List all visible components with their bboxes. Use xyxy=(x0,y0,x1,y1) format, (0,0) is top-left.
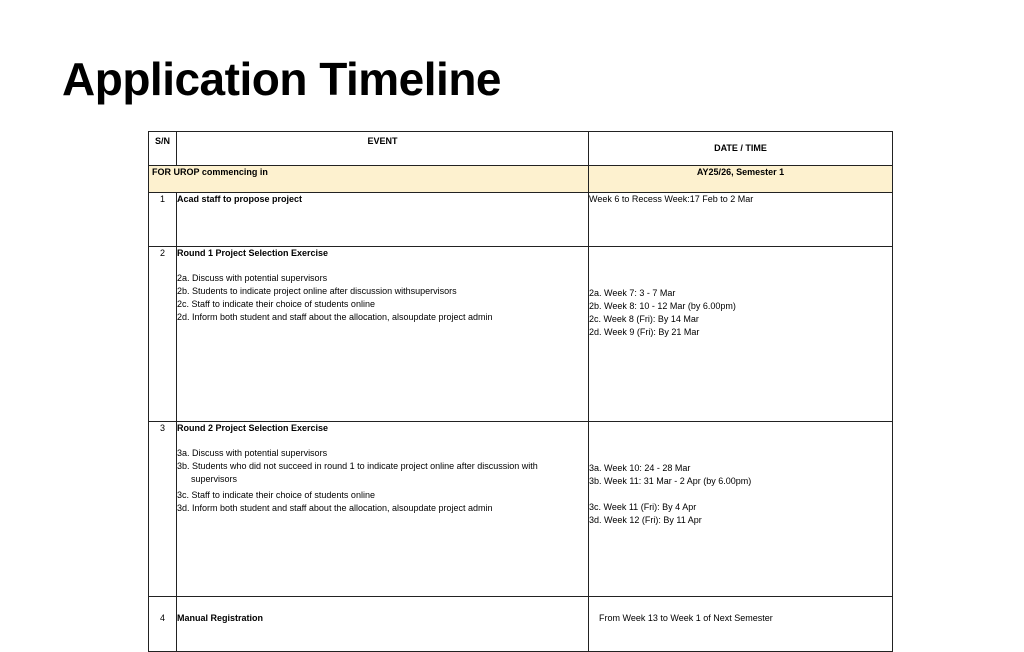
event-title: Round 2 Project Selection Exercise xyxy=(177,423,329,433)
row-number: 1 xyxy=(149,193,177,247)
row-number: 2 xyxy=(149,247,177,422)
event-subitem: 2a. Discuss with potential supervisors xyxy=(177,272,328,283)
event-subitem: 3c. Staff to indicate their choice of students online xyxy=(177,489,375,500)
event-date: 2c. Week 8 (Fri): By 14 Mar xyxy=(589,314,699,324)
event-title: Round 1 Project Selection Exercise xyxy=(177,248,329,258)
event-subitem: 3a. Discuss with potential supervisors xyxy=(177,447,328,458)
event-title: Acad staff to propose project xyxy=(177,194,303,204)
event-date: 2a. Week 7: 3 - 7 Mar xyxy=(589,288,676,298)
event-date: 3c. Week 11 (Fri): By 4 Apr xyxy=(589,502,697,512)
section-value: AY25/26, Semester 1 xyxy=(589,166,893,193)
event-subitem: 2c. Staff to indicate their choice of students online xyxy=(177,298,375,309)
section-label: FOR UROP commencing in xyxy=(149,166,589,193)
event-subitem: supervisors xyxy=(191,473,238,484)
page-title: Application Timeline xyxy=(62,53,501,105)
event-subitem: 3d. Inform both student and staff about the allocation, alsoupdate project admin xyxy=(177,502,493,513)
header-date: DATE / TIME xyxy=(589,132,893,166)
table-row xyxy=(149,597,893,652)
event-subitem: 2b. Students to indicate project online after discussion withsupervisors xyxy=(177,285,457,296)
section-row xyxy=(149,166,893,193)
event-date: 2b. Week 8: 10 - 12 Mar (by 6.00pm) xyxy=(589,301,736,311)
event-date: 3d. Week 12 (Fri): By 11 Apr xyxy=(589,515,702,525)
event-date: 3b. Week 11: 31 Mar - 2 Apr (by 6.00pm) xyxy=(589,476,752,486)
event-subitem: 3b. Students who did not succeed in round 1 to indicate project online after discussion with xyxy=(177,460,538,471)
table-row xyxy=(149,422,893,597)
event-title: Manual Registration xyxy=(177,613,264,623)
table-row xyxy=(149,193,893,247)
event-date: 3a. Week 10: 24 - 28 Mar xyxy=(589,463,691,473)
header-row xyxy=(149,132,893,166)
event-date: Week 6 to Recess Week:17 Feb to 2 Mar xyxy=(589,194,754,204)
row-number: 3 xyxy=(149,422,177,597)
timeline-table xyxy=(148,131,893,652)
header-event: EVENT xyxy=(177,132,589,166)
event-date: 2d. Week 9 (Fri): By 21 Mar xyxy=(589,327,700,337)
row-number: 4 xyxy=(149,597,177,652)
event-date: From Week 13 to Week 1 of Next Semester xyxy=(599,613,773,623)
header-sn: S/N xyxy=(149,132,177,166)
table-row xyxy=(149,247,893,422)
event-subitem: 2d. Inform both student and staff about the allocation, alsoupdate project admin xyxy=(177,311,493,322)
